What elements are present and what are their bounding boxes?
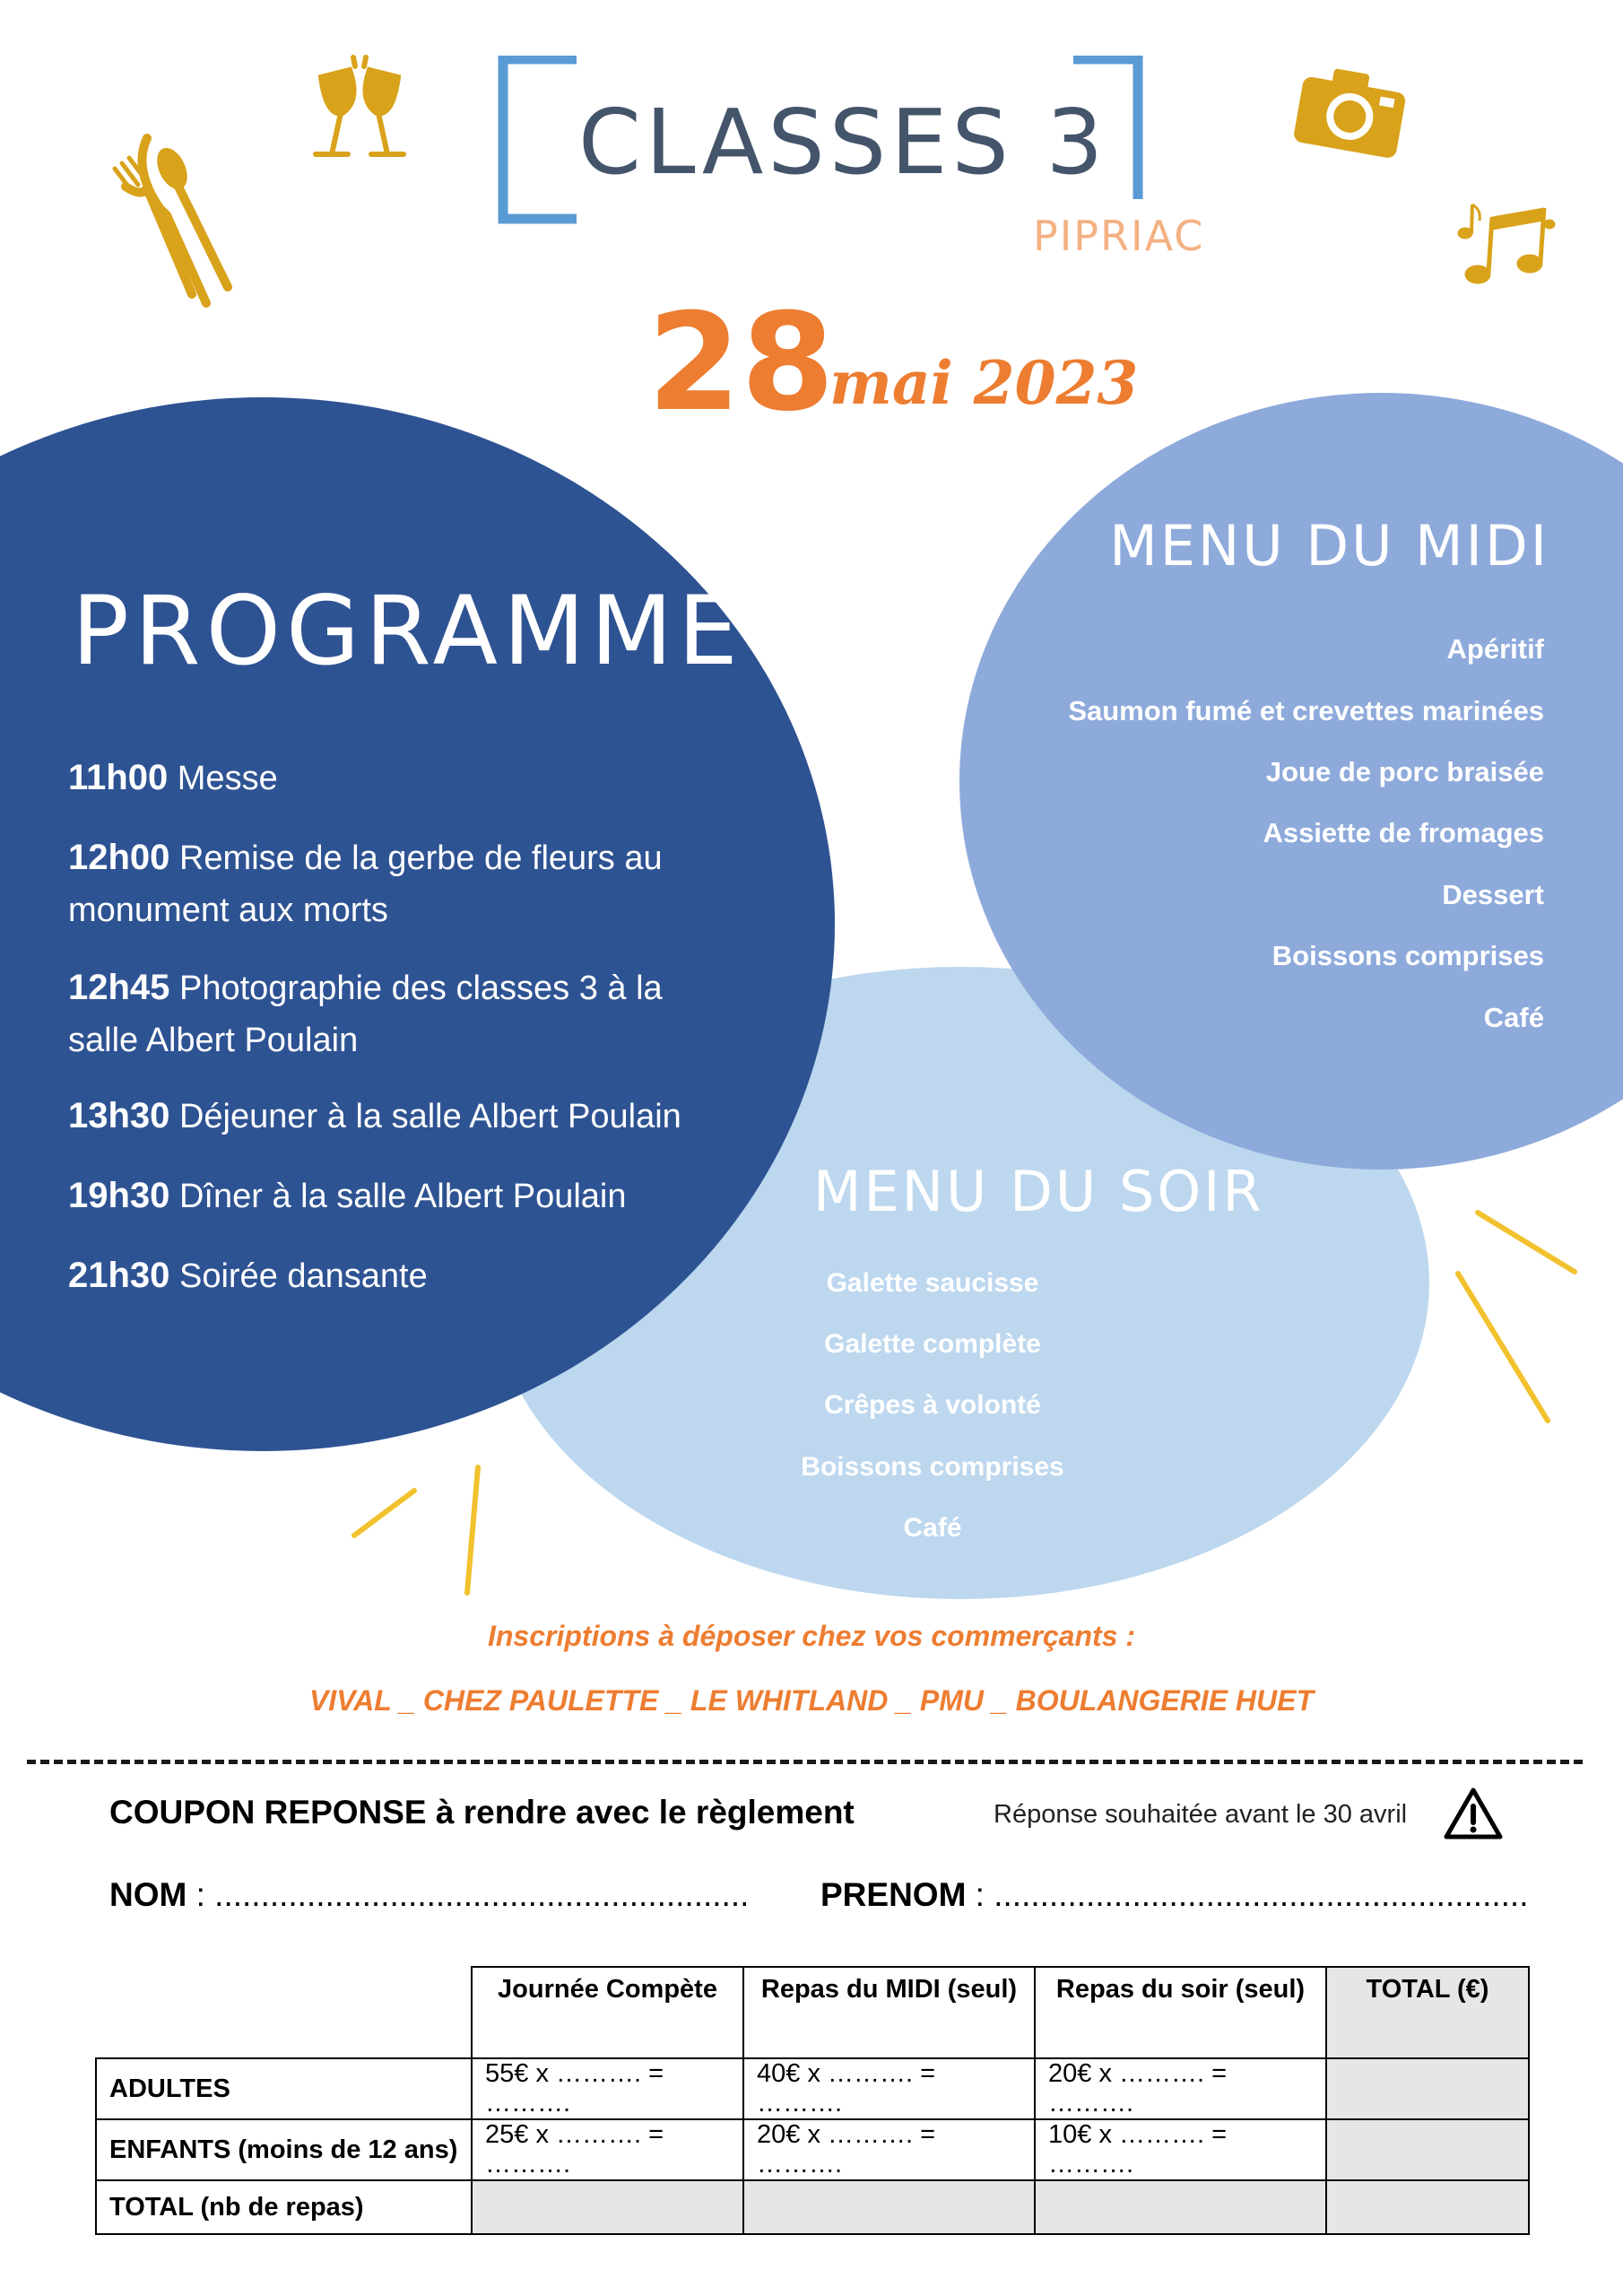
programme-item [68, 1090, 785, 1143]
page-title: CLASSES 3 [578, 90, 1108, 195]
nom-dots: : .......................................................... [187, 1876, 750, 1913]
table-row-label: ADULTES [96, 2058, 472, 2119]
table-row-label: ENFANTS (moins de 12 ans) [96, 2119, 472, 2180]
programme-time: 12h45 [68, 968, 170, 1007]
menu-midi-item: Café [1483, 1002, 1544, 1033]
menu-soir-item: Galette saucisse [826, 1268, 1039, 1298]
prenom-dots: : .......................................................... [966, 1876, 1529, 1913]
menu-midi-item: Apéritif [1446, 633, 1544, 665]
menu-midi-item: Assiette de fromages [1263, 817, 1544, 848]
menu-soir-title: MENU DU SOIR [813, 1159, 1264, 1224]
menu-midi-item: Dessert [1442, 879, 1544, 910]
cutlery-icon [106, 133, 249, 312]
inscriptions-line: Inscriptions à déposer chez vos commerçants : [487, 1620, 1135, 1652]
menu-soir-item: Galette complète [824, 1329, 1041, 1359]
table-total-cell[interactable] [1326, 2058, 1529, 2119]
menu-midi-title: MENU DU MIDI [1109, 513, 1549, 578]
nom-label: NOM [109, 1876, 187, 1913]
prenom-field[interactable] [820, 1876, 1528, 1914]
programme-item [68, 752, 732, 804]
table-row-label: TOTAL (nb de repas) [96, 2180, 472, 2234]
table-cell[interactable] [472, 2180, 743, 2234]
programme-time: 19h30 [68, 1176, 170, 1215]
table-cell[interactable]: 25€ x ………. = ………. [472, 2119, 743, 2180]
programme-time: 13h30 [68, 1096, 170, 1135]
table-row [96, 2180, 1529, 2234]
programme-text: Remise de la gerbe de fleurs au monument aux morts [68, 839, 663, 929]
programme-text: Soirée dansante [178, 1257, 428, 1295]
cut-line-divider [27, 1760, 1583, 1764]
champagne-glasses-icon [301, 54, 418, 169]
table-header: Repas du MIDI (seul) [743, 1967, 1035, 2058]
prenom-label: PRENOM [820, 1876, 967, 1913]
coupon-table [95, 1966, 1530, 2235]
camera-icon [1291, 63, 1410, 163]
table-cell[interactable]: 55€ x ………. = ………. [472, 2058, 743, 2119]
menu-soir-item: Crêpes à volonté [824, 1390, 1041, 1420]
programme-text: Dîner à la salle Albert Poulain [178, 1178, 627, 1215]
table-cell[interactable] [743, 2180, 1035, 2234]
programme-title: PROGRAMME [72, 576, 743, 686]
programme-time: 11h00 [68, 758, 169, 797]
nom-field[interactable] [109, 1876, 749, 1914]
table-cell[interactable]: 20€ x ………. = ………. [743, 2119, 1035, 2180]
table-cell[interactable]: 20€ x ………. = ………. [1035, 2058, 1326, 2119]
table-total-cell[interactable] [1326, 2180, 1529, 2234]
warning-icon [1442, 1785, 1505, 1842]
programme-item [68, 831, 732, 936]
table-cell[interactable]: 40€ x ………. = ………. [743, 2058, 1035, 2119]
menu-soir-item: Boissons comprises [801, 1452, 1064, 1482]
programme-text: Déjeuner à la salle Albert Poulain [178, 1098, 681, 1135]
music-notes-icon [1453, 197, 1560, 296]
event-day: 28 [647, 285, 835, 441]
menu-midi-item: Joue de porc braisée [1265, 756, 1544, 787]
event-month-year: mai 2023 [829, 348, 1139, 418]
table-header: TOTAL (€) [1326, 1967, 1529, 2058]
programme-text: Photographie des classes 3 à la salle Albert Poulain [68, 970, 663, 1059]
menu-midi-item: Saumon fumé et crevettes marinées [1068, 695, 1544, 726]
inscriptions-shops: VIVAL _ CHEZ PAULETTE _ LE WHITLAND _ PMU _ BOULANGERIE HUET [308, 1684, 1315, 1717]
town-name: PIPRIAC [1033, 212, 1205, 260]
table-header: Journée Compète [472, 1967, 743, 2058]
table-header: Repas du soir (seul) [1035, 1967, 1326, 2058]
table-corner [96, 1967, 472, 2058]
programme-item [68, 1170, 785, 1222]
menu-midi-item: Boissons comprises [1271, 940, 1544, 971]
coupon-deadline-note: Réponse souhaitée avant le 30 avril [994, 1800, 1408, 1829]
programme-time: 21h30 [68, 1256, 170, 1295]
table-cell[interactable]: 10€ x ………. = ………. [1035, 2119, 1326, 2180]
table-cell[interactable] [1035, 2180, 1326, 2234]
table-total-cell[interactable] [1326, 2119, 1529, 2180]
programme-text: Messe [177, 760, 278, 797]
menu-soir-item: Café [903, 1513, 962, 1543]
programme-item [68, 961, 732, 1066]
coupon-title: COUPON REPONSE à rendre avec le règlement [109, 1794, 855, 1831]
programme-item [68, 1249, 732, 1302]
programme-time: 12h00 [68, 838, 170, 877]
table-row [96, 2058, 1529, 2119]
table-row [96, 2119, 1529, 2180]
